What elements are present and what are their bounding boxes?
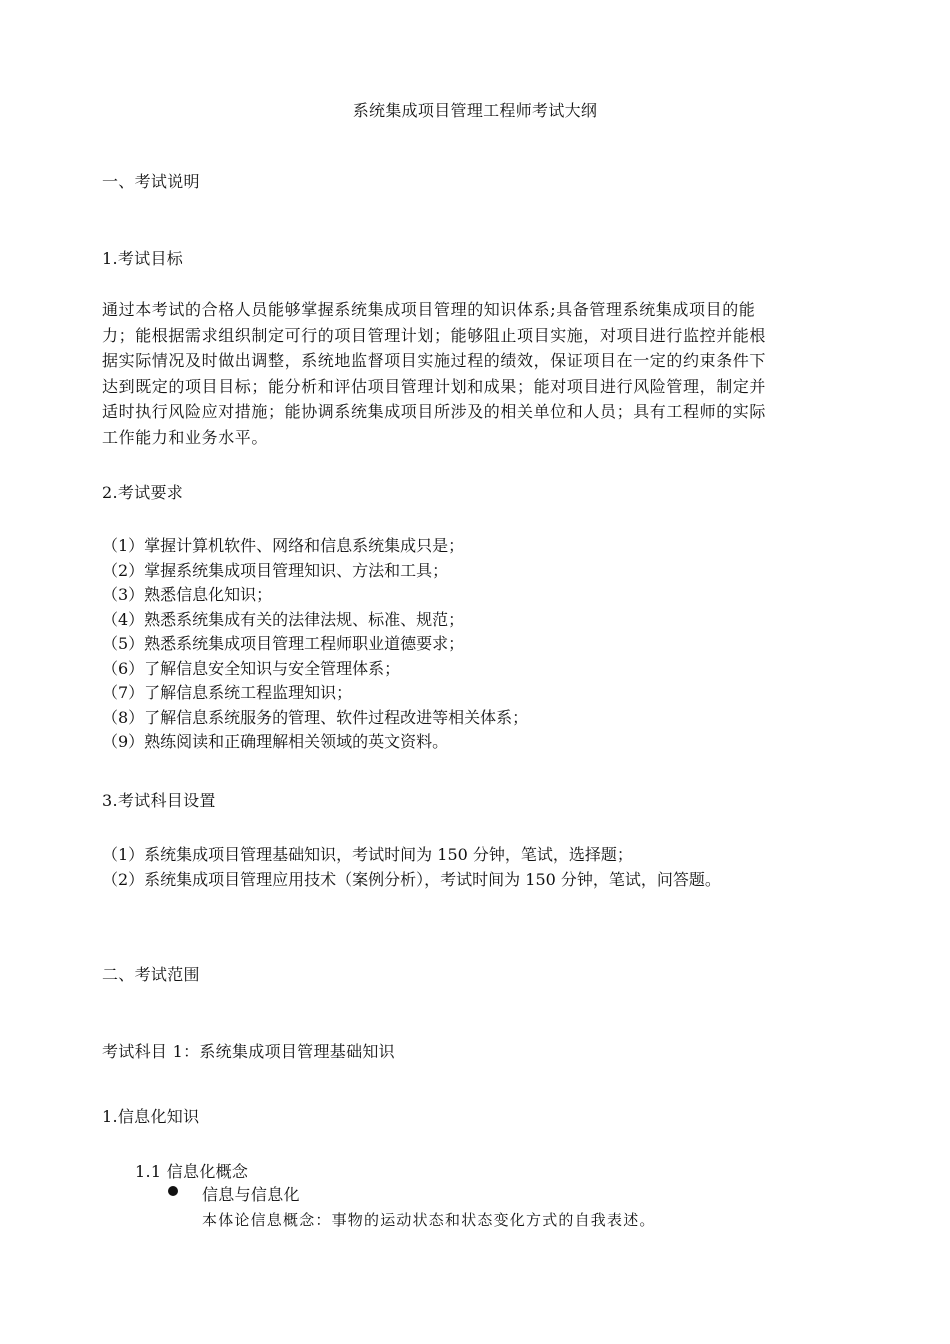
list-item: （3）熟悉信息化知识； [102, 585, 273, 604]
heading-informatization-concept: 1.1 信息化概念 [135, 1162, 249, 1181]
document-title: 系统集成项目管理工程师考试大纲 [352, 101, 598, 120]
heading-exam-subjects: 3.考试科目设置 [102, 791, 216, 810]
bullet-item-text: 本体论信息概念：事物的运动状态和状态变化方式的自我表述。 [202, 1211, 656, 1229]
paragraph-line: 力；能根据需求组织制定可行的项目管理计划；能够阻止项目实施，对项目进行监控并能根 [102, 325, 767, 345]
section-heading-exam-description: 一、考试说明 [102, 172, 200, 191]
bullet-item-label: 信息与信息化 [202, 1185, 300, 1204]
heading-informatization-knowledge: 1.信息化知识 [102, 1107, 200, 1126]
subject-1-heading: 考试科目 1：系统集成项目管理基础知识 [102, 1042, 395, 1061]
heading-exam-goal: 1.考试目标 [102, 249, 184, 268]
paragraph-line: 适时执行风险应对措施；能协调系统集成项目所涉及的相关单位和人员；具有工程师的实际 [102, 402, 767, 421]
list-item: （1）系统集成项目管理基础知识，考试时间为 150 分钟，笔试，选择题； [102, 845, 633, 864]
list-item: （2）系统集成项目管理应用技术（案例分析），考试时间为 150 分钟，笔试，问答题。 [102, 869, 721, 889]
list-item: （8）了解信息系统服务的管理、软件过程改进等相关体系； [102, 707, 529, 727]
requirements-list [102, 534, 528, 755]
bullet-dot-icon [168, 1186, 178, 1196]
list-item: （2）掌握系统集成项目管理知识、方法和工具； [102, 560, 449, 580]
subjects-list [102, 843, 721, 892]
paragraph-line: 据实际情况及时做出调整，系统地监督项目实施过程的绩效，保证项目在一定的约束条件下 [102, 351, 767, 370]
list-item: （4）熟悉系统集成有关的法律法规、标准、规范； [102, 609, 465, 629]
paragraph-line: 工作能力和业务水平。 [102, 427, 269, 447]
heading-exam-requirements: 2.考试要求 [102, 483, 184, 502]
list-item: （7）了解信息系统工程监理知识； [102, 683, 353, 702]
list-item: （6）了解信息安全知识与安全管理体系； [102, 658, 401, 678]
paragraph-line: 通过本考试的合格人员能够掌握系统集成项目管理的知识体系;具备管理系统集成项目的能 [102, 300, 756, 319]
list-item: （1）掌握计算机软件、网络和信息系统集成只是； [102, 536, 465, 555]
section-heading-exam-scope: 二、考试范围 [102, 965, 200, 984]
list-item: （5）熟悉系统集成项目管理工程师职业道德要求； [102, 634, 465, 653]
list-item: （9）熟练阅读和正确理解相关领域的英文资料。 [102, 732, 449, 751]
paragraph-line: 达到既定的项目目标；能分析和评估项目管理计划和成果；能对项目进行风险管理，制定并 [102, 376, 767, 396]
exam-goal-paragraph [102, 297, 862, 450]
